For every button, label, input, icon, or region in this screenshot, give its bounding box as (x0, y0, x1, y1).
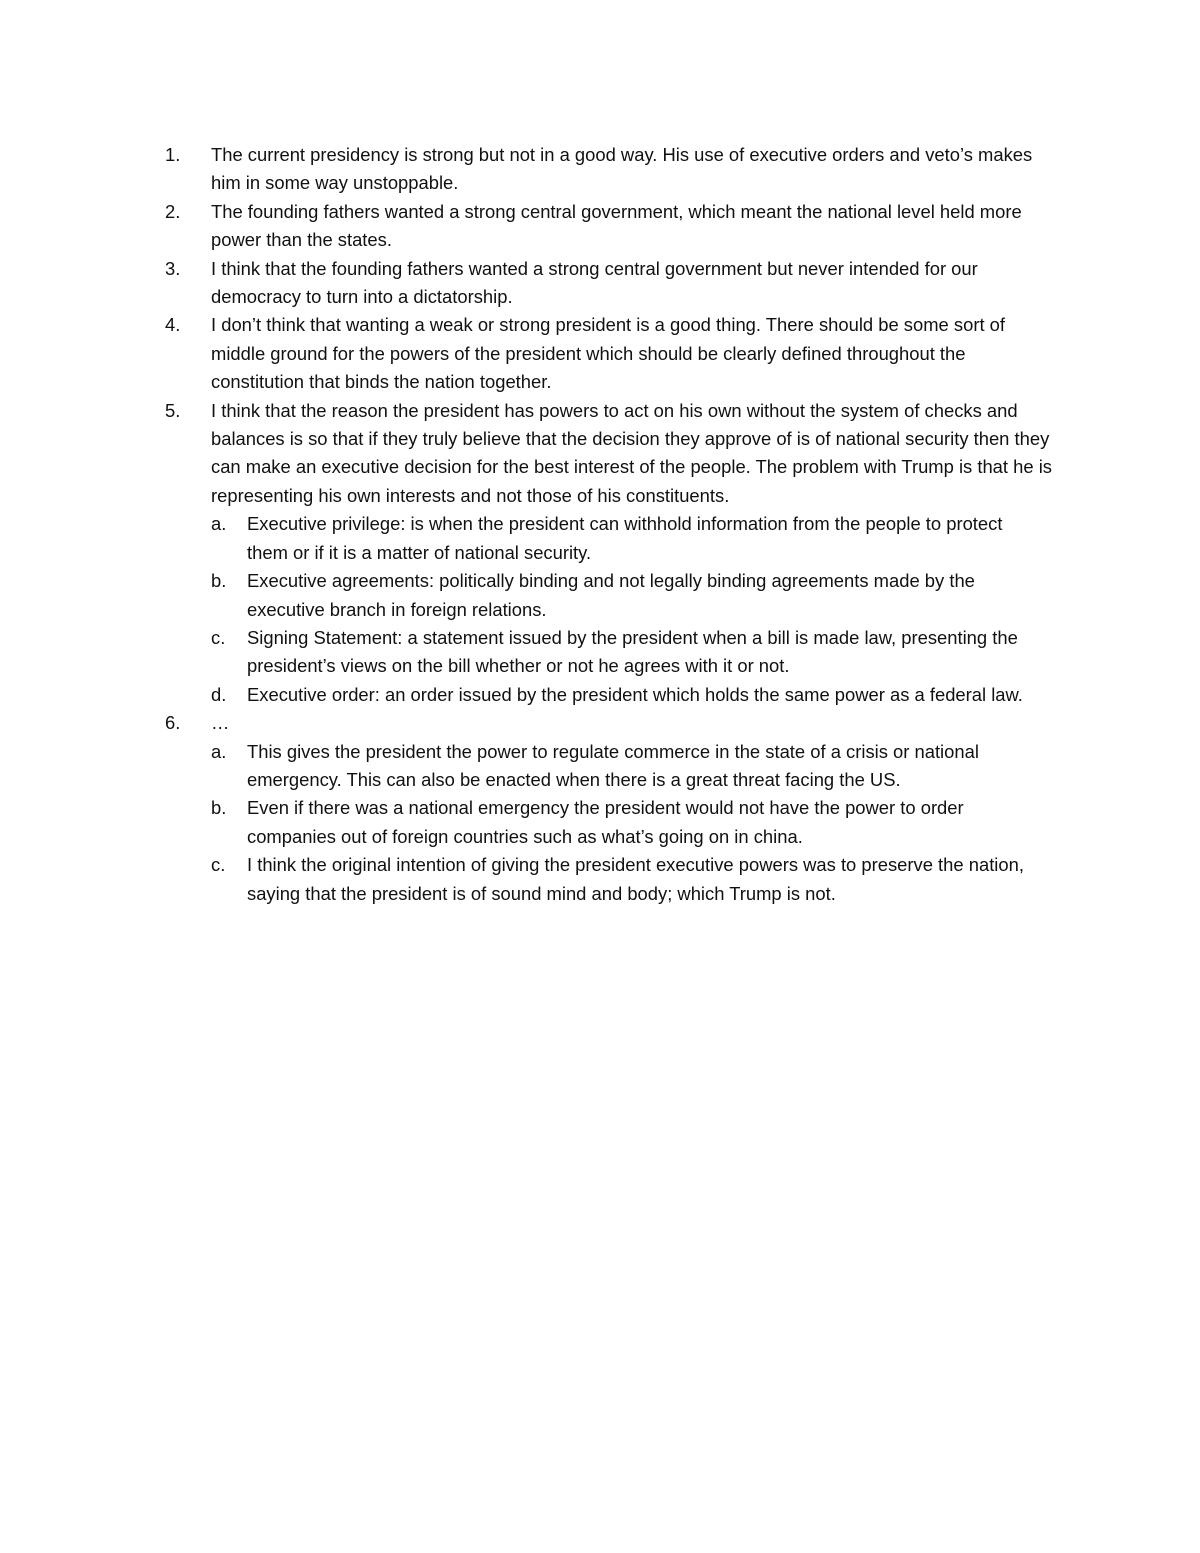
list-item-4 (165, 311, 1065, 396)
sublist-text: Even if there was a national emergency the president would not have the power to order companies out of foreign countries such as what’s going on in china. (247, 797, 964, 847)
numbered-list (165, 141, 1065, 908)
sublist-item-5b (211, 567, 1065, 624)
list-number: 6. (165, 712, 181, 734)
sublist-label: d. (211, 683, 227, 705)
list-item-1 (165, 141, 1065, 198)
list-text: I don’t think that wanting a weak or strong president is a good thing. There should be some sort of middle ground for the powers of the president which should be clearly defined throughout the constitution that binds the nation together. (211, 314, 1005, 393)
sublist-text: Executive agreements: politically binding and not legally binding agreements made by the executive branch in foreign relations. (247, 570, 975, 620)
list-text: … (211, 712, 230, 734)
list-item-5 (165, 397, 1065, 511)
sublist-label: c. (211, 626, 226, 648)
list-number: 3. (165, 257, 181, 279)
sublist-text: Executive order: an order issued by the president which holds the same power as a federal law. (247, 683, 1023, 705)
list-text: The founding fathers wanted a strong central government, which meant the national level held more power than the states. (211, 200, 1022, 251)
sublist-text: I think the original intention of giving the president executive powers was to preserve the nation, saying that the president is of sound mind and body; which Trump is not. (247, 854, 1024, 904)
sublist-text: Signing Statement: a statement issued by the president when a bill is made law, presenting the president’s views on the bill whether or not he agrees with it or not. (247, 626, 1018, 677)
sublist-label: b. (211, 570, 227, 592)
list-text: I think that the founding fathers wanted a strong central government but never intended for our democracy to turn into a dictatorship. (211, 257, 978, 308)
sublist-item-6b (211, 794, 1065, 851)
sublist-label: a. (211, 513, 227, 535)
list-item-2 (165, 198, 1065, 255)
sublist-item-6c (211, 851, 1065, 908)
sublist-label: c. (211, 854, 226, 876)
list-text: The current presidency is strong but not in a good way. His use of executive orders and veto’s makes him in some way unstoppable. (211, 144, 1033, 194)
list-number: 5. (165, 399, 181, 421)
list-text: I think that the reason the president has powers to act on his own without the system of checks and balances is so that if they truly believe that the decision they approve of is of national security then they can make an executive decision for the best interest of the people. The problem with Trump is that he is representing his own interests and not those of his constituents. (211, 399, 1052, 506)
sublist-item-6a (211, 738, 1065, 795)
sublist-text: Executive privilege: is when the president can withhold information from the people to protect them or if it is a matter of national security. (247, 513, 1003, 563)
sublist-label: b. (211, 797, 227, 819)
sublist-label: a. (211, 740, 227, 762)
list-number: 4. (165, 314, 181, 336)
sublist-item-5a (211, 510, 1065, 567)
list-number: 2. (165, 200, 181, 222)
list-item-3 (165, 255, 1065, 312)
sublist-item-5c (211, 624, 1065, 681)
sublist-text: This gives the president the power to regulate commerce in the state of a crisis or national emergency. This can also be enacted when there is a great threat facing the US. (247, 740, 979, 790)
sublist-item-5d (211, 681, 1065, 709)
list-item-6 (165, 709, 1065, 737)
list-number: 1. (165, 144, 181, 165)
